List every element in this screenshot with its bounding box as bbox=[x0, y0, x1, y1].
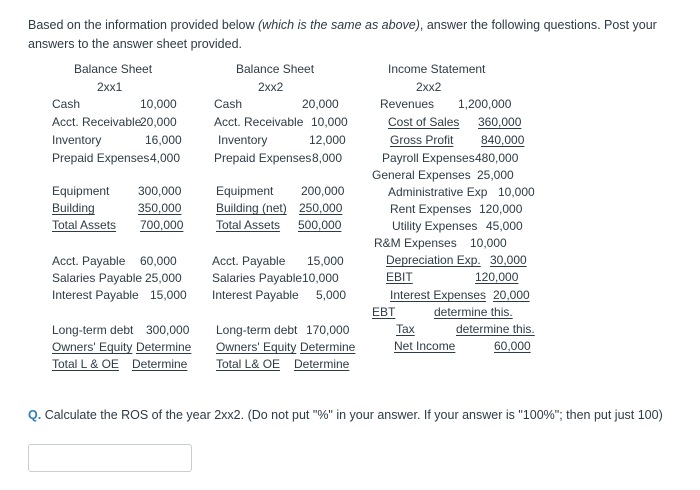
bs1-label: Equipment bbox=[52, 184, 110, 198]
is-value: 25,000 bbox=[477, 168, 514, 182]
bs1-label: Owners' Equity bbox=[52, 340, 133, 354]
is-year: 2xx2 bbox=[416, 80, 442, 94]
bs2-value: 8,000 bbox=[312, 151, 343, 165]
bs1-label: Total L & OE bbox=[52, 357, 119, 371]
bs1-year: 2xx1 bbox=[97, 80, 123, 94]
is-label: Payroll Expenses bbox=[382, 151, 475, 165]
bs1-value: Determine bbox=[136, 340, 192, 354]
bs2-value: 10,000 bbox=[302, 271, 339, 285]
bs2-label: Inventory bbox=[218, 133, 268, 147]
bs2-value: 5,000 bbox=[316, 288, 347, 302]
bs1-value: 20,000 bbox=[140, 115, 177, 129]
is-value: 120,000 bbox=[475, 270, 519, 284]
answer-input[interactable] bbox=[28, 444, 192, 472]
bs1-value: 25,000 bbox=[145, 271, 182, 285]
bs1-value: 15,000 bbox=[150, 288, 187, 302]
bs2-value: 250,000 bbox=[299, 201, 343, 215]
is-value: 10,000 bbox=[470, 236, 507, 250]
bs1-label: Building bbox=[52, 201, 95, 215]
bs2-value: 15,000 bbox=[307, 254, 344, 268]
is-value: 840,000 bbox=[481, 133, 525, 147]
bs2-label: Interest Payable bbox=[212, 288, 299, 302]
bs1-value: 700,000 bbox=[140, 218, 184, 232]
is-value: 10,000 bbox=[498, 185, 535, 199]
is-label: General Expenses bbox=[372, 168, 471, 182]
bs1-value: 16,000 bbox=[145, 133, 182, 147]
is-label: Interest Expenses bbox=[390, 288, 487, 302]
bs1-label: Acct. Payable bbox=[52, 254, 126, 268]
bs2-label: Total L& OE bbox=[216, 357, 281, 371]
bs2-label: Total Assets bbox=[216, 218, 281, 232]
bs2-value: 500,000 bbox=[298, 218, 342, 232]
is-value: 20,000 bbox=[493, 288, 530, 302]
bs2-label: Building (net) bbox=[216, 201, 287, 215]
is-label: Administrative Exp bbox=[388, 185, 488, 199]
bs2-label: Cash bbox=[214, 97, 243, 111]
bs2-label: Salaries Payable bbox=[212, 271, 303, 285]
instructions-part2: , answer the following questions. Post your answers to the answer sheet provided. bbox=[28, 18, 657, 51]
is-label: EBIT bbox=[386, 270, 413, 284]
is-label: Cost of Sales bbox=[388, 115, 460, 129]
bs1-title: Balance Sheet bbox=[74, 62, 153, 76]
bs2-label: Acct. Payable bbox=[212, 254, 286, 268]
bs2-value: 200,000 bbox=[301, 184, 345, 198]
bs1-label: Long-term debt bbox=[52, 323, 134, 337]
bs1-value: 350,000 bbox=[138, 201, 182, 215]
is-value: 360,000 bbox=[478, 115, 522, 129]
bs1-value: 10,000 bbox=[140, 97, 177, 111]
bs1-value: Determine bbox=[132, 357, 188, 371]
is-label: Utility Expenses bbox=[392, 219, 478, 233]
bs2-label: Equipment bbox=[216, 184, 274, 198]
bs1-value: 300,000 bbox=[138, 184, 182, 198]
instructions-italic: (which is the same as above) bbox=[258, 18, 420, 32]
instructions-part1: Based on the information provided below bbox=[28, 18, 259, 32]
is-label: Tax bbox=[396, 322, 415, 336]
is-value: 1,200,000 bbox=[458, 97, 512, 111]
bs2-label: Owners' Equity bbox=[216, 340, 297, 354]
is-value: 480,000 bbox=[475, 151, 519, 165]
is-value: determine this. bbox=[456, 322, 535, 336]
bs2-value: 12,000 bbox=[309, 133, 346, 147]
bs2-value: 20,000 bbox=[302, 97, 339, 111]
bs1-label: Cash bbox=[52, 97, 81, 111]
bs2-value: 170,000 bbox=[306, 323, 350, 337]
question-text bbox=[28, 408, 663, 422]
is-label: Revenues bbox=[380, 97, 435, 111]
is-label: Rent Expenses bbox=[390, 202, 472, 216]
bs1-label: Inventory bbox=[52, 133, 102, 147]
is-value: 45,000 bbox=[486, 219, 523, 233]
is-label: EBT bbox=[372, 305, 396, 319]
bs1-label: Acct. Receivable bbox=[52, 115, 142, 129]
bs2-value: 10,000 bbox=[311, 115, 348, 129]
bs1-value: 4,000 bbox=[150, 151, 181, 165]
question-prefix: Q. bbox=[28, 408, 42, 422]
bs2-year: 2xx2 bbox=[258, 80, 284, 94]
bs1-label: Interest Payable bbox=[52, 288, 139, 302]
question-body: Calculate the ROS of the year 2xx2. (Do not put "%" in your answer. If your answer is "100%"; then put just 100) bbox=[44, 408, 663, 422]
is-value: determine this. bbox=[434, 305, 513, 319]
bs2-label: Long-term debt bbox=[216, 323, 298, 337]
is-value: 30,000 bbox=[490, 253, 527, 267]
bs2-title: Balance Sheet bbox=[236, 62, 315, 76]
is-label: Net Income bbox=[394, 339, 456, 353]
bs2-label: Acct. Receivable bbox=[214, 115, 304, 129]
bs2-value: Determine bbox=[300, 340, 356, 354]
bs1-label: Salaries Payable bbox=[52, 271, 143, 285]
bs1-value: 60,000 bbox=[140, 254, 177, 268]
is-value: 60,000 bbox=[494, 339, 531, 353]
is-value: 120,000 bbox=[479, 202, 523, 216]
is-label: Depreciation Exp. bbox=[386, 253, 481, 267]
bs1-value: 300,000 bbox=[146, 323, 190, 337]
instructions-text bbox=[28, 16, 678, 54]
bs2-value: Determine bbox=[294, 357, 350, 371]
bs2-label: Prepaid Expenses bbox=[214, 151, 312, 165]
is-title: Income Statement bbox=[388, 62, 486, 76]
bs1-label: Prepaid Expenses bbox=[52, 151, 150, 165]
bs1-label: Total Assets bbox=[52, 218, 117, 232]
is-label: Gross Profit bbox=[390, 133, 454, 147]
is-label: R&M Expenses bbox=[374, 236, 457, 250]
